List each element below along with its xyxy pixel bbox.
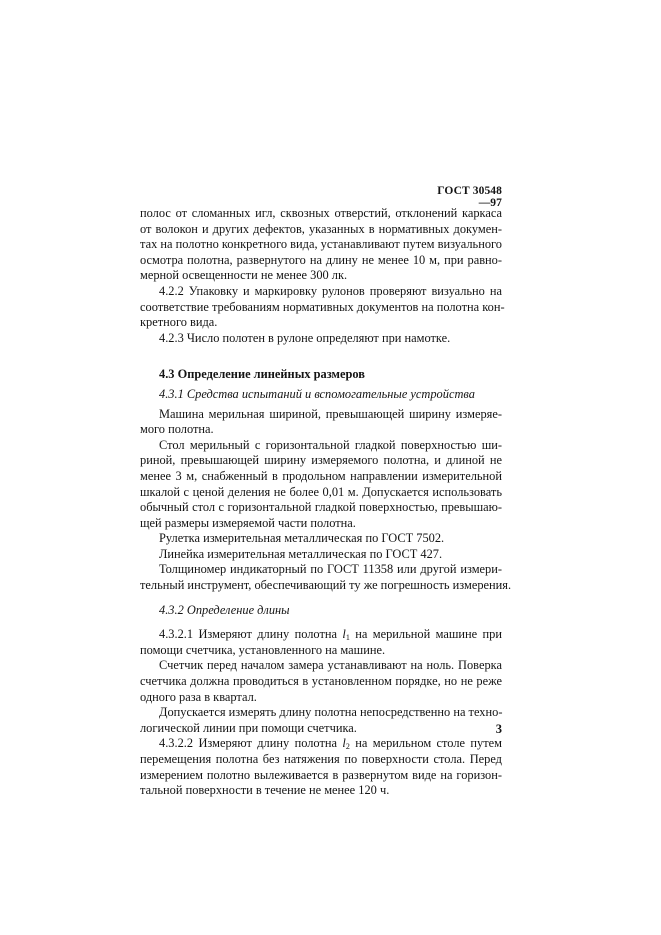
length-subscript: 2 <box>345 742 350 752</box>
text-line: измерением полотно вылеживается в развернутом виде на горизон- <box>140 767 502 782</box>
paragraph-4-2-2 <box>140 283 505 331</box>
text-line: 4.2.3 Число полотен в рулоне определяют при намотке. <box>159 330 451 345</box>
text-line: менее 3 м, снабженный в продольном направлении измерительной <box>140 468 502 483</box>
length-subscript: 1 <box>345 633 350 643</box>
paragraph-measuring-table <box>140 438 502 532</box>
paragraph-thickness-gauge <box>140 562 512 593</box>
paragraph-4-2-3 <box>140 331 502 347</box>
text-line: тах на полотно конкретного вида, устанавливают путем визуального <box>140 237 502 252</box>
text-line: соответствие требованиям нормативных документов на полотна кон- <box>140 299 505 314</box>
text-line: щей размеры измеряемой части полотна. <box>140 515 356 530</box>
paragraph-process-line <box>140 705 502 736</box>
paragraph-ruler <box>140 547 502 563</box>
text-line: помощи счетчика, установленного на машине. <box>140 642 386 657</box>
text-line: шкалой с ценой деления не более 0,01 м. Допускается использовать <box>140 484 502 499</box>
subsection-heading-4-3-1: 4.3.1 Средства испытаний и вспомогательные устройства <box>159 386 475 401</box>
text-line: Допускается измерять длину полотна непосредственно на техно- <box>159 705 503 720</box>
text-line: обычный стол с горизонтальной гладкой поверхностью, превышаю- <box>140 500 502 515</box>
paragraph-measuring-machine <box>140 407 502 438</box>
section-heading-4-3: 4.3 Определение линейных размеров <box>159 367 365 382</box>
text-line: Рулетка измерительная металлическая по ГОСТ 7502. <box>159 531 445 546</box>
text-line: 4.3.2.2 Измеряют длину полотна $l_2$ на мерильном столе путем <box>159 736 502 752</box>
text-line: одного раза в квартал. <box>140 689 257 704</box>
text-line: Толщиномер индикаторный по ГОСТ 11358 или другой измери- <box>159 562 502 577</box>
text-line: тельный инструмент, обеспечивающий ту же погрешность измерения. <box>140 578 512 593</box>
text-line: полос от сломанных игл, сквозных отверстий, отклонений каркаса <box>140 206 502 220</box>
text-line: риной, превышающей ширину измеряемого полотна, и длиной не <box>140 453 502 468</box>
text-line: от волокон и других дефектов, указанных в нормативных докумен- <box>140 221 502 236</box>
text-line: Стол мерильный с горизонтальной гладкой поверхностью ши- <box>159 437 502 452</box>
paragraph-4-3-2-2 <box>140 736 502 798</box>
text-line: мого полотна. <box>140 422 214 437</box>
page-number: 3 <box>495 722 502 736</box>
text-line: тальной поверхности в течение не менее 120 ч. <box>140 783 390 798</box>
text-line: осмотра полотна, развернутого на длину не менее 10 м, при равно- <box>140 252 502 267</box>
text-line: мерной освещенности не менее 300 лк. <box>140 268 348 283</box>
standard-header: ГОСТ 30548—97 <box>437 185 502 209</box>
paragraph-tape-measure <box>140 531 502 547</box>
text-line: логической линии при помощи счетчика. <box>140 720 357 735</box>
text-line: Счетчик перед началом замера устанавливают на ноль. Поверка <box>159 658 502 673</box>
text-line: счетчика должна проводиться в установленном порядке, но не реже <box>140 674 502 689</box>
text-line: перемещения полотна без натяжения по поверхности стола. Перед <box>140 752 502 766</box>
page-body <box>140 206 512 799</box>
paragraph-4-2-1-continuation <box>140 206 502 284</box>
text-line: Машина мерильная шириной, превышающей ширину измеряе- <box>159 406 502 421</box>
text-line: 4.2.2 Упаковку и маркировку рулонов проверяют визуально на <box>159 283 502 298</box>
text-line: 4.3.2.1 Измеряют длину полотна $l_1$ на мерильной машине при <box>159 627 503 643</box>
text-line: Линейка измерительная металлическая по ГОСТ 427. <box>159 546 443 561</box>
subsection-heading-4-3-2: 4.3.2 Определение длины <box>159 602 290 617</box>
paragraph-4-3-2-1 <box>140 627 502 658</box>
paragraph-counter <box>140 658 502 705</box>
length-variable: l <box>342 736 346 751</box>
text-line: кретного вида. <box>140 315 218 330</box>
length-variable: l <box>342 627 346 642</box>
